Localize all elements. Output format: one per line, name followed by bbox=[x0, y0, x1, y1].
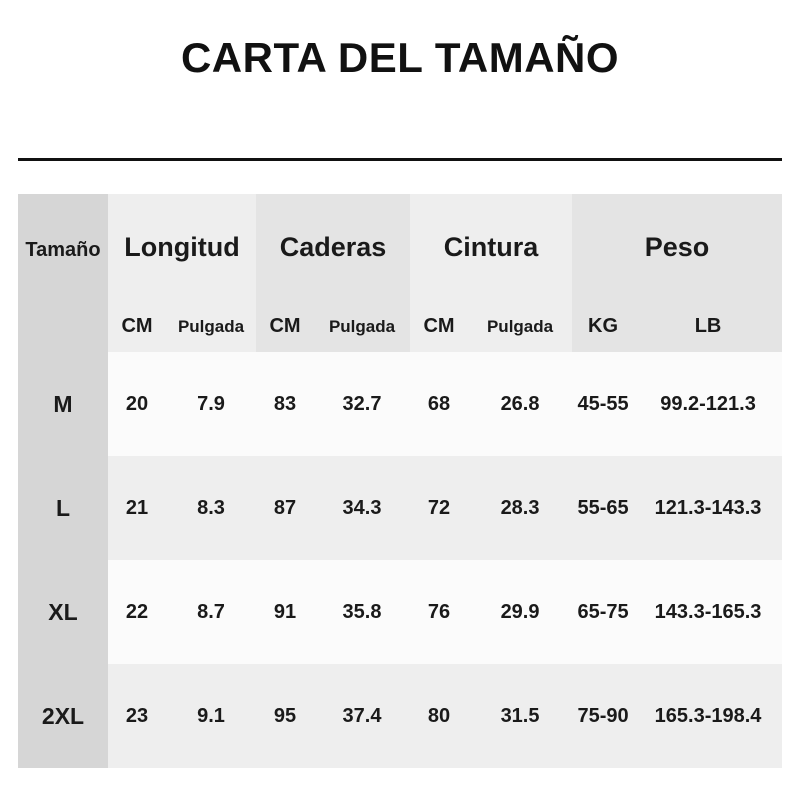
table-body bbox=[18, 352, 782, 768]
header-unit-waist-cm: CM bbox=[410, 300, 468, 352]
cell-weight-kg: 65-75 bbox=[572, 560, 634, 664]
header-length: Longitud bbox=[108, 194, 256, 300]
cell-weight-lb: 165.3-198.4 bbox=[634, 664, 782, 768]
cell-length-cm: 20 bbox=[108, 352, 166, 456]
title-divider bbox=[18, 158, 782, 161]
header-unit-length-cm: CM bbox=[108, 300, 166, 352]
cell-hips-in: 34.3 bbox=[314, 456, 410, 560]
cell-length-in: 8.3 bbox=[166, 456, 256, 560]
header-unit-hips-in: Pulgada bbox=[314, 300, 410, 352]
cell-hips-in: 32.7 bbox=[314, 352, 410, 456]
cell-hips-cm: 87 bbox=[256, 456, 314, 560]
size-chart-table bbox=[18, 194, 782, 768]
header-unit-size-blank bbox=[18, 300, 108, 352]
header-size: Tamaño bbox=[18, 194, 108, 300]
cell-waist-cm: 72 bbox=[410, 456, 468, 560]
cell-length-cm: 22 bbox=[108, 560, 166, 664]
cell-size: XL bbox=[18, 560, 108, 664]
header-unit-waist-in: Pulgada bbox=[468, 300, 572, 352]
table-row bbox=[18, 560, 782, 664]
cell-size: M bbox=[18, 352, 108, 456]
cell-weight-lb: 143.3-165.3 bbox=[634, 560, 782, 664]
cell-waist-in: 26.8 bbox=[468, 352, 572, 456]
header-unit-weight-kg: KG bbox=[572, 300, 634, 352]
header-weight: Peso bbox=[572, 194, 782, 300]
header-unit-weight-lb: LB bbox=[634, 300, 782, 352]
cell-hips-in: 35.8 bbox=[314, 560, 410, 664]
cell-weight-lb: 121.3-143.3 bbox=[634, 456, 782, 560]
cell-size: L bbox=[18, 456, 108, 560]
cell-weight-lb: 99.2-121.3 bbox=[634, 352, 782, 456]
cell-waist-cm: 68 bbox=[410, 352, 468, 456]
header-waist: Cintura bbox=[410, 194, 572, 300]
cell-hips-cm: 95 bbox=[256, 664, 314, 768]
header-unit-hips-cm: CM bbox=[256, 300, 314, 352]
size-chart-table-wrapper bbox=[18, 194, 782, 768]
table-row bbox=[18, 352, 782, 456]
cell-weight-kg: 55-65 bbox=[572, 456, 634, 560]
header-row-groups bbox=[18, 194, 782, 300]
table-row bbox=[18, 664, 782, 768]
cell-length-in: 7.9 bbox=[166, 352, 256, 456]
cell-waist-in: 31.5 bbox=[468, 664, 572, 768]
cell-weight-kg: 45-55 bbox=[572, 352, 634, 456]
header-row-units bbox=[18, 300, 782, 352]
cell-waist-cm: 80 bbox=[410, 664, 468, 768]
cell-length-in: 9.1 bbox=[166, 664, 256, 768]
cell-length-cm: 21 bbox=[108, 456, 166, 560]
cell-weight-kg: 75-90 bbox=[572, 664, 634, 768]
cell-waist-cm: 76 bbox=[410, 560, 468, 664]
cell-hips-in: 37.4 bbox=[314, 664, 410, 768]
cell-hips-cm: 83 bbox=[256, 352, 314, 456]
cell-length-in: 8.7 bbox=[166, 560, 256, 664]
cell-hips-cm: 91 bbox=[256, 560, 314, 664]
header-unit-length-in: Pulgada bbox=[166, 300, 256, 352]
page-title: CARTA DEL TAMAÑO bbox=[180, 34, 620, 81]
table-head bbox=[18, 194, 782, 352]
cell-size: 2XL bbox=[18, 664, 108, 768]
cell-waist-in: 28.3 bbox=[468, 456, 572, 560]
header-hips: Caderas bbox=[256, 194, 410, 300]
cell-waist-in: 29.9 bbox=[468, 560, 572, 664]
cell-length-cm: 23 bbox=[108, 664, 166, 768]
table-row bbox=[18, 456, 782, 560]
